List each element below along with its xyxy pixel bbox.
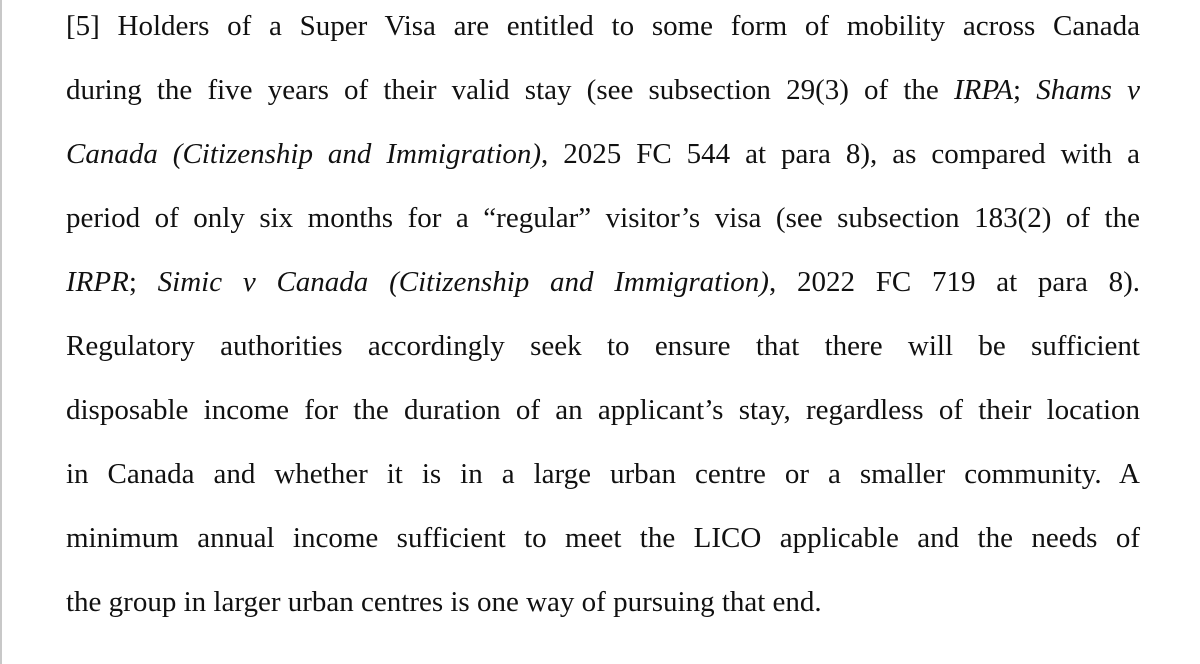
paragraph-line <box>66 506 1140 570</box>
paragraph-text: [5] Holders of a Super Visa are entitled to some form of mobility across Canada <box>66 10 1140 42</box>
paragraph-line <box>66 570 1140 634</box>
paragraph-line <box>66 250 1140 314</box>
paragraph-text: minimum annual income sufficient to meet the LICO applicable and the needs of <box>66 522 1140 554</box>
italic-citation-text: Shams v <box>1036 74 1140 106</box>
paragraph-text: ; <box>1013 74 1037 106</box>
judgment-paragraph-5 <box>66 0 1140 634</box>
paragraph-line <box>66 186 1140 250</box>
paragraph-text: the group in larger urban centres is one way of pursuing that end. <box>66 586 822 618</box>
italic-citation-text: Simic v Canada (Citizenship and Immigration) <box>157 266 769 298</box>
italic-citation-text: IRPA <box>953 74 1014 106</box>
paragraph-text: ; <box>128 266 158 298</box>
paragraph-text: disposable income for the duration of an applicant’s stay, regardless of their location <box>66 394 1140 426</box>
paragraph-text: , 2025 FC 544 at para 8), as compared with a <box>541 138 1140 170</box>
paragraph-text: period of only six months for a “regular” visitor’s visa (see subsection 183(2) of the <box>66 202 1140 234</box>
paragraph-line <box>66 314 1140 378</box>
paragraph-text: , 2022 FC 719 at para 8). <box>768 266 1140 298</box>
italic-citation-text: Canada (Citizenship and Immigration) <box>66 138 542 170</box>
paragraph-text: in Canada and whether it is in a large urban centre or a smaller community. A <box>66 458 1140 490</box>
paragraph-line <box>66 378 1140 442</box>
paragraph-text: Regulatory authorities accordingly seek to ensure that there will be sufficient <box>66 330 1140 362</box>
paragraph-line <box>66 0 1140 58</box>
paragraph-line <box>66 58 1140 122</box>
paragraph-text: during the five years of their valid stay (see subsection 29(3) of the <box>66 74 954 106</box>
italic-citation-text: IRPR <box>66 266 129 298</box>
paragraph-line <box>66 122 1140 186</box>
paragraph-line <box>66 442 1140 506</box>
page-edge-divider <box>0 0 2 664</box>
